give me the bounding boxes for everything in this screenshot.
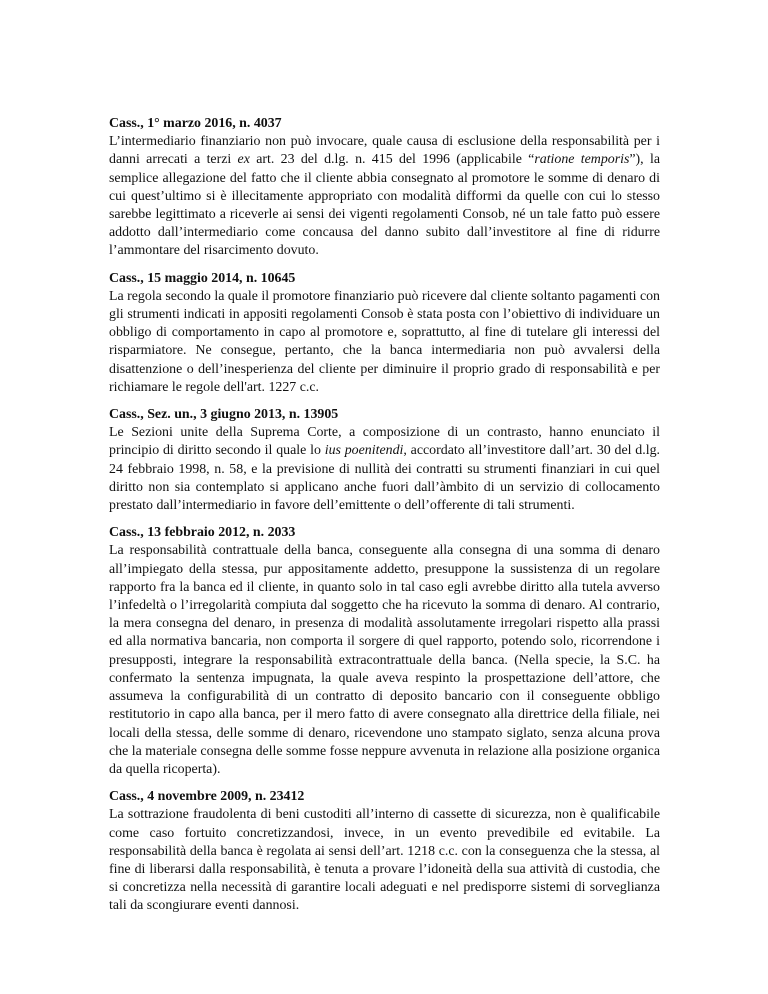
- text-segment: ”), la semplice allegazione del fatto che il cliente abbia consegnato al promotore le somme di denaro di cui quest’ultimo si è illecitamente appropriato con modalità difformi da quelle con cui lo stesso sarebbe legittimato a riceverle ai sensi dei vigenti regolamenti Consob, né un tale fatto può essere addotto dall’intermediario come concausa del danno subito dall’investitore al fine di ridurre l’ammontare del risarcimento dovuto.: [109, 152, 660, 259]
- text-segment: , accordato all’investitore dall’art. 30 del d.lg. 24 febbraio 1998, n. 58, e la previsione di nullità dei contratti su strumenti finanziari in cui quel diritto non sia contemplato si applicano anche fuori dall’àmbito di un servizio di collocamento prestato dall’intermediario in favore dell’emittente o dell’offerente di tali strumenti.: [109, 443, 660, 514]
- case-text: [109, 288, 660, 397]
- text-segment: art. 23 del d.lg. n. 415 del 1996 (applicabile “: [249, 152, 535, 168]
- case-entry: [109, 788, 660, 915]
- case-entry: [109, 406, 660, 515]
- case-entry: [109, 115, 660, 261]
- text-segment: L’intermediario finanziario non può invocare, quale causa di esclusione della responsabilità per i danni arrecati a terzi: [109, 134, 660, 168]
- case-entry: [109, 524, 660, 779]
- text-segment: La regola secondo la quale il promotore finanziario può ricevere dal cliente soltanto pagamenti con gli strumenti indicati in appositi regolamenti Consob è stata posta con l’obiettivo di individuare un obbligo di comportamento in capo al promotore e, soprattutto, al fine di tutelare gli interessi del risparmiatore. Ne consegue, pertanto, che la banca intermediaria non può avvalersi della disattenzione o dell’inesperienza del cliente per diminuire il proprio grado di responsabilità e per richiamare le regole dell'art. 1227 c.c.: [109, 288, 660, 395]
- case-text: [109, 424, 660, 515]
- case-title: Cass., 13 febbraio 2012, n. 2033: [109, 525, 296, 541]
- case-title: Cass., 1° marzo 2016, n. 4037: [109, 116, 282, 131]
- italic-term: ratione temporis: [534, 152, 630, 168]
- italic-term: ius poenitendi: [324, 443, 404, 459]
- case-text: [109, 542, 660, 779]
- text-segment: Le Sezioni unite della Suprema Corte, a composizione di un contrasto, hanno enunciato il principio di diritto secondo il quale lo: [109, 425, 660, 459]
- italic-term: ex: [237, 152, 250, 168]
- case-title: Cass., 15 maggio 2014, n. 10645: [109, 270, 296, 286]
- case-text: [109, 133, 660, 260]
- text-segment: La responsabilità contrattuale della banca, conseguente alla consegna di una somma di denaro all’impiegato della stessa, pur appositamente addetto, presuppone la sussistenza di un regolare rapporto fra la banca ed il cliente, in quanto solo in tal caso egli avrebbe diritto alla tutela avverso l’infedeltà o l’irregolarità compiuta dal soggetto che ha ricevuto la somma di denaro. Al contrario, la mera consegna del denaro, in presenza di modalità assolutamente irregolari rispetto alla prassi ed alla normativa bancaria, non comporta il sorgere di quel rapporto, potendo solo, ricorrendone i presupposti, integrare la responsabilità extracontrattuale della banca. (Nella specie, la S.C. ha confermato la sentenza impugnata, la quale aveva respinto la prospettazione dell’attore, che assumeva la configurabilità di un contratto di deposito bancario con il conseguente obbligo restitutorio in capo alla banca, per il mero fatto di avere consegnato alla direttrice della filiale, nei locali della stessa, delle somme di denaro, ricevendone uno stampato siglato, senza alcuna prova che la materiale consegna delle somme fosse neppure avvenuta in relazione alla posizione organica da quella ricoperta).: [109, 543, 660, 777]
- case-title: Cass., Sez. un., 3 giugno 2013, n. 13905: [109, 407, 339, 423]
- case-title: Cass., 4 novembre 2009, n. 23412: [109, 789, 305, 805]
- case-text: [109, 806, 660, 915]
- document-page: [109, 115, 660, 925]
- text-segment: La sottrazione fraudolenta di beni custoditi all’interno di cassette di sicurezza, non è qualificabile come caso fortuito concretizzandosi, invece, in un evento prevedibile ed evitabile. La responsabilità della banca è regolata ai sensi dell’art. 1218 c.c. con la conseguenza che la stessa, al fine di liberarsi dalla responsabilità, è tenuta a provare l’idoneità della sua attività di custodia, che si concretizza nella necessità di garantire locali adeguati e nel predisporre sistemi di sorveglianza tali da scongiurare eventi dannosi.: [109, 807, 660, 914]
- case-entry: [109, 270, 660, 397]
